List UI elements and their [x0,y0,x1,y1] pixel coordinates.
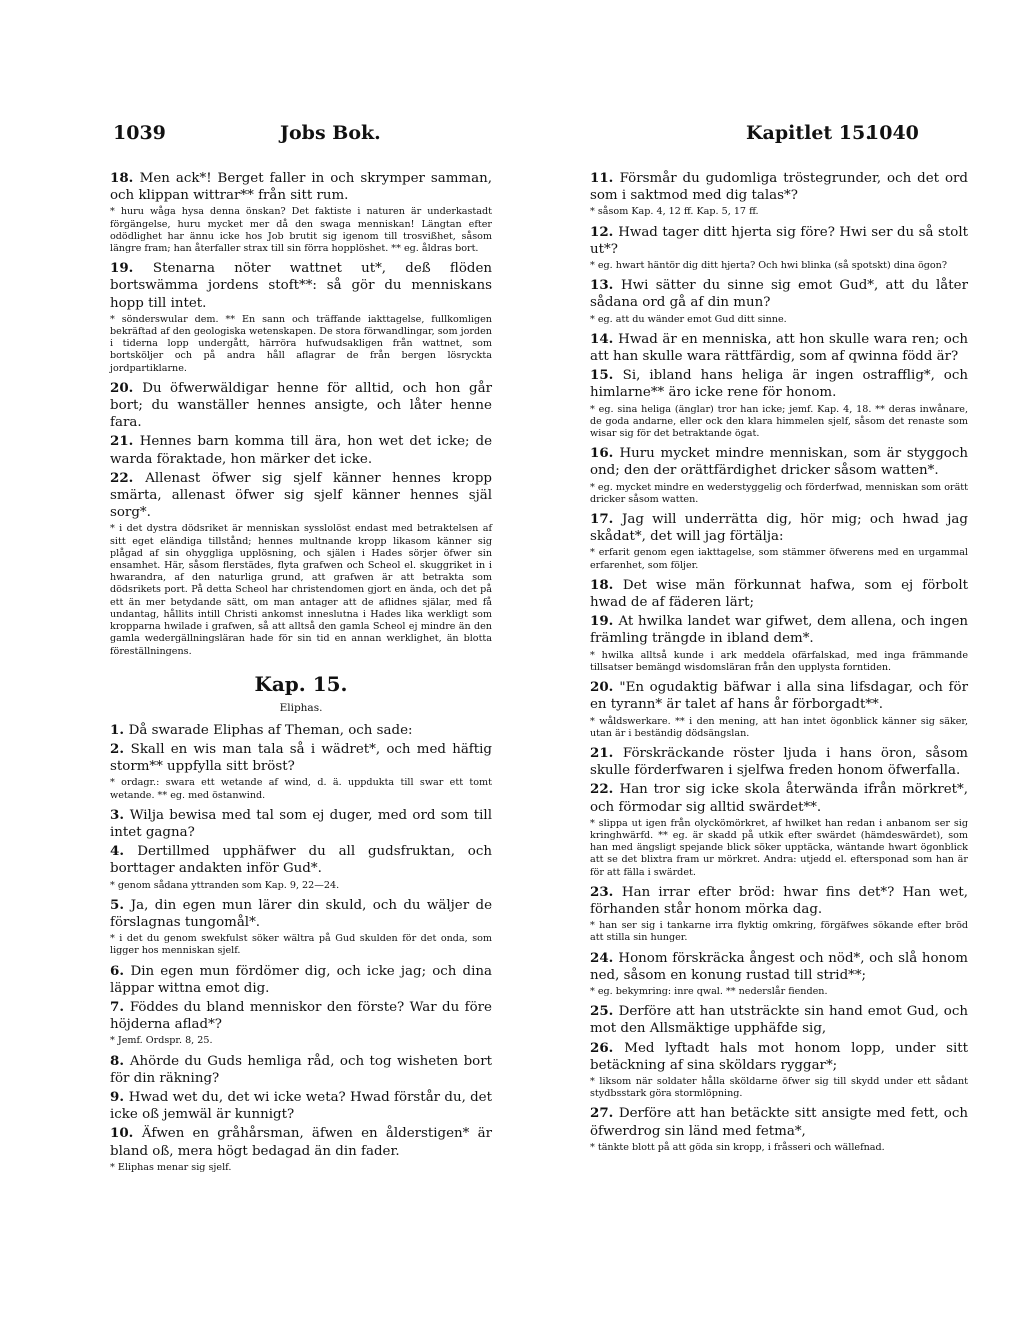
verse-text: At hwilka landet war gifwet, dem allena, och ingen främling trängde in ibland dem*. [590,614,968,647]
verse-number: 22. [590,781,620,798]
verse-text: Derföre att han betäckte sitt ansigte med fett, och öfwerdrog sin länd med fetma*, [590,1106,968,1139]
footnote: * sönderswular dem. ** En sann och träffande iakttagelse, fullkomligen bekräftad af den geologiska wetenskapen. De stora förwandlingar, som jorden i tiderna lopp undergått, härröra hufwudsakligen från wattnet, som bortsköljer och på andra håll aflagrar de från bergen lösryckta jordpartiklarne. [110,313,492,374]
verse-text: Hwad tager ditt hjerta sig före? Hwi ser du så stolt ut*? [590,224,968,257]
verse-number: 10. [110,1125,142,1142]
footnote: * genom sådana yttranden som Kap. 9, 22—24. [110,879,340,891]
verse [590,224,968,258]
verse-number: 8. [110,1052,130,1069]
chapter-subtitle: Eliphas. [279,701,323,714]
footnote: * Jemf. Ordspr. 8, 25. [110,1035,213,1047]
verse-text: Försmår du gudomliga tröstegrunder, och det ord som i saktmod med dig talas*? [590,171,968,204]
verse-text: Du öfwerwäldigar henne för alltid, och hon går bort; du wanställer hennes ansigte, och låter henne fara. [110,380,492,431]
verse [590,170,968,204]
verse [590,577,968,611]
verse-text: Förskräckande röster ljuda i hans öron, såsom skulle förderfwaren i sjelfwa freden honom öfwerfalla. [590,745,968,779]
verse-text: Då swarade Eliphas af Theman, och sade: [128,722,413,738]
verse [590,1040,968,1074]
verse-number: 20. [110,379,143,396]
verse [590,679,968,713]
verse-text: Wilja bewisa med tal som ej duger, med ord som till intet gagna? [110,807,492,840]
chapter-heading [110,672,492,714]
verse-number: 18. [590,576,623,593]
verse [590,1105,968,1139]
verse-number: 13. [590,277,621,294]
footnote: * huru wåga hysa denna önskan? Det faktiste i naturen är underkastadt förgängelse, huru mycket mer då den swaga menniskan! Längtan efter odödlighet har ännu icke hos Job brutit sig igenom till trosvißhet, såsom längre fram; han återfaller strax till sin förra hopplöshet. ** eg. åldras bort. [110,206,492,255]
verse-number: 27. [590,1105,619,1122]
verse [110,1053,492,1087]
verse-text: Hwi sätter du sinne sig emot Gud*, att du låter sådana ord gå af din mun? [590,278,969,311]
verse [110,897,492,931]
verse [590,367,968,401]
verse-number: 17. [590,511,622,528]
verse-number: 16. [590,445,620,462]
footnote: * wåldswerkare. ** i den mening, att han intet ögonblick känner sig säker, utan är i beständig dödsängslan. [590,715,968,739]
verse-number: 21. [110,433,140,450]
verse-text: Huru mycket mindre menniskan, som är styggoch ond; den der orättfärdighet dricker såsom watten*. [590,446,968,479]
verse [590,745,968,779]
left-page-number: 1039 [113,122,166,144]
verse-text: Hwad wet du, det wi icke weta? Hwad förstår du, det icke oß jemwäl är kunnigt? [110,1089,492,1123]
verse [590,884,968,918]
footnote: * eg. hwart häntör dig ditt hjerta? Och hwi blinka (så spotskt) dina ögon? [590,260,947,272]
footnote: * tänkte blott på att göda sin kropp, i fråsseri och wällefnad. [590,1141,885,1153]
verse [110,433,492,467]
verse-number: 3. [110,806,130,823]
verse-text: Din egen mun fördömer dig, och icke jag; och dina läppar wittna emot dig. [110,963,492,996]
verse [590,277,968,311]
right-page-number: 1040 [866,122,919,144]
verse-number: 24. [590,949,619,966]
verse [110,380,492,432]
verse-text: Honom förskräcka ångest och nöd*, och slå honom ned, såsom en konung rustad till strid**; [590,950,968,983]
verse [110,1125,492,1159]
verse-text: Ja, din egen mun lärer din skuld, och du wäljer de förslagnas tungomål*. [110,897,492,930]
footnote: * liksom när soldater hålla sköldarne öfwer sig till skydd under ett sådant stydbsstark göra stormlöpning. [590,1075,968,1100]
footnote: * ordagr.: swara ett wetande af wind, d. ä. uppdukta till swar ett tomt wetande. ** eg. med östanwind. [110,777,492,801]
verse-number: 5. [110,896,131,913]
verse [590,950,968,984]
verse-text: Dertillmed upphäfwer du all gudsfruktan, och borttager andakten inför Gud*. [110,844,492,877]
footnote: * eg. sina heliga (änglar) tror han icke; jemf. Kap. 4, 18. ** deras inwånare, de goda andarne, eller ock den klara himmelen sjelf, såsom det renaste som wisar sig för det betraktande ögat. [590,403,968,440]
verse-number: 7. [110,998,130,1015]
verse-text: Hwad är en menniska, att hon skulle wara ren; och att han skulle wara rättfärdig, som af qwinna född är? [590,331,968,365]
verse-number: 6. [110,962,131,979]
verse-number: 22. [110,469,146,486]
right-running-title: Kapitlet 15. [746,122,872,144]
verse-number: 23. [590,883,622,900]
footnote: * erfarit genom egen iakttagelse, som stämmer öfwerens med en urgammal erfarenhet, som följer. [590,547,968,571]
verse [590,331,968,365]
verse-text: Han irrar efter bröd: hwar fins det*? Han wet, förhanden står honom mörka dag. [590,884,968,917]
verse [110,807,492,841]
verse [110,999,492,1033]
verse-number: 2. [110,740,131,757]
verse-text: Föddes du bland menniskor den förste? War du före höjderna aflad*? [110,999,492,1033]
footnote: * Eliphas menar sig sjelf. [110,1161,232,1173]
verse [110,170,492,204]
verse-number: 14. [590,330,619,347]
verse-number: 26. [590,1039,625,1056]
right-text-column [590,170,968,1159]
verse [590,445,968,479]
verse-text: Äfwen en gråhårsman, äfwen en ålderstigen* är bland oß, mera högt bedagad än din fader. [110,1126,492,1159]
verse-number: 21. [590,744,623,761]
verse-number: 9. [110,1088,129,1105]
verse-text: Si, ibland hans heliga är ingen ostrafflig*, och himlarne** äro icke rene för honom. [590,368,968,401]
verse [110,963,492,997]
verse-text: Jag will underrätta dig, hör mig; och hwad jag skådat*, det will jag förtälja: [590,512,968,545]
verse-text: Men ack*! Berget faller in och skrymper samman, och klippan wittrar** från sitt rum. [110,171,492,204]
verse-text: Allenast öfwer sig sjelf känner hennes kropp smärta, allenast öfwer sig sjelf känner hennes själ sorg*. [110,470,492,521]
chapter-title: Kap. 15. [254,671,348,696]
left-text-column [110,170,492,1179]
verse-number: 20. [590,679,620,696]
verse [590,613,968,647]
verse-text: "En ogudaktig bäfwar i alla sina lifsdagar, och för en tyrann* är talet af hans år förborgadt**. [590,680,968,713]
verse-number: 11. [590,170,620,186]
verse-number: 1. [110,721,129,738]
verse-number: 25. [590,1003,619,1020]
footnote: * eg. bekymring: inre qwal. ** nederslår fienden. [590,985,828,997]
verse-number: 12. [590,223,619,240]
footnote: * i det du genom swekfulst söker wältra på Gud skulden för det onda, som ligger hos menniskan sjelf. [110,933,492,957]
footnote: * han ser sig i tankarne irra flyktig omkring, förgäfwes sökande efter bröd att stilla sin hunger. [590,920,968,944]
verse [110,260,492,312]
left-running-title: Jobs Bok. [280,122,381,144]
verse-text: Hennes barn komma till ära, hon wet det icke; de warda föraktade, hon märker det icke. [110,434,492,467]
footnote: * slippa ut igen från olyckömörkret, af hwilket han redan i anbanom ser sig kringhwärfd. ** eg. är skadd på utkik efter swärdet (hämdeswärdet), som han med ängsligt spejande blick söker upptäcka, wäntande hwart ögonblick att se det blixtra fram ur mörkret. Andra: utjedd el. eftersponad som han är för att fälla i swärdet. [590,817,968,878]
verse-number: 18. [110,170,140,186]
verse-number: 4. [110,843,138,860]
footnote: * eg. mycket mindre en wederstyggelig och förderfwad, menniskan som orätt dricker såsom watten. [590,481,968,505]
verse [110,470,492,522]
footnote: * eg. att du wänder emot Gud ditt sinne. [590,313,787,325]
footnote: * i det dystra dödsriket är menniskan sysslolöst endast med betraktelsen af sitt eget eländiga tillstånd; hennes multnande kropp likasom känner sig plågad af sin ohyggliga upplösning, och själen i Hades sörjer öfwer sin ensamhet. Här, såsom flerstädes, flyta grafwen och Scheol el. skuggriket in i hwarandra, af den naturliga grund, att grafwen är att betrakta som dödsrikets port. På detta Scheol har christendomen gjort en ända, och det på ett än mer betydande sätt, om man antager att de aflidnes själar, med få undantag, hållits intill Christi ankomst inneslutna i Hades lika werkligt som kropparna hwilade i grafwen, så att alltså den gamla Scheol ej mindre än den gamla wedergällningsläran hade för sin tid en annan werklighet, än blotta föreställningens. [110,523,492,657]
verse-number: 19. [110,260,153,277]
footnote: * hwilka alltså kunde i ark meddela ofärfalskad, med inga främmande tillsatser bemängd wisdomsläran från den upplysta forntiden. [590,649,968,673]
verse [590,511,968,545]
verse-number: 15. [590,367,623,384]
verse-text: Det wise män förkunnat hafwa, som ej förbolt hwad de af fäderen lärt; [590,577,968,611]
verse-text: Stenarna nöter wattnet ut*, deß flöden bortswämma jordens stoft**: så gör du menniskans hopp till intet. [110,261,493,311]
verse [590,781,968,815]
verse-text: Derföre att han utsträckte sin hand emot Gud, och mot den Allsmäktige upphäfde sig, [590,1004,968,1037]
page-header [0,122,1024,152]
verse [110,722,492,739]
verse [110,741,492,775]
verse-text: Ahörde du Guds hemliga råd, och tog wisheten bort för din räkning? [110,1053,492,1086]
footnote: * såsom Kap. 4, 12 ff. Kap. 5, 17 ff. [590,206,759,218]
verse [110,1089,492,1123]
verse [590,1003,968,1037]
verse-text: Skall en wis man tala så i wädret*, och med häftig storm** uppfylla sitt bröst? [110,741,492,775]
verse-text: Han tror sig icke skola återwända ifrån mörkret*, och förmodar sig alltid swärdet**. [590,782,968,815]
verse [110,843,492,877]
verse-number: 19. [590,613,619,630]
verse-text: Med lyftadt hals mot honom lopp, under sitt betäckning af sina sköldars ryggar*; [590,1040,968,1073]
